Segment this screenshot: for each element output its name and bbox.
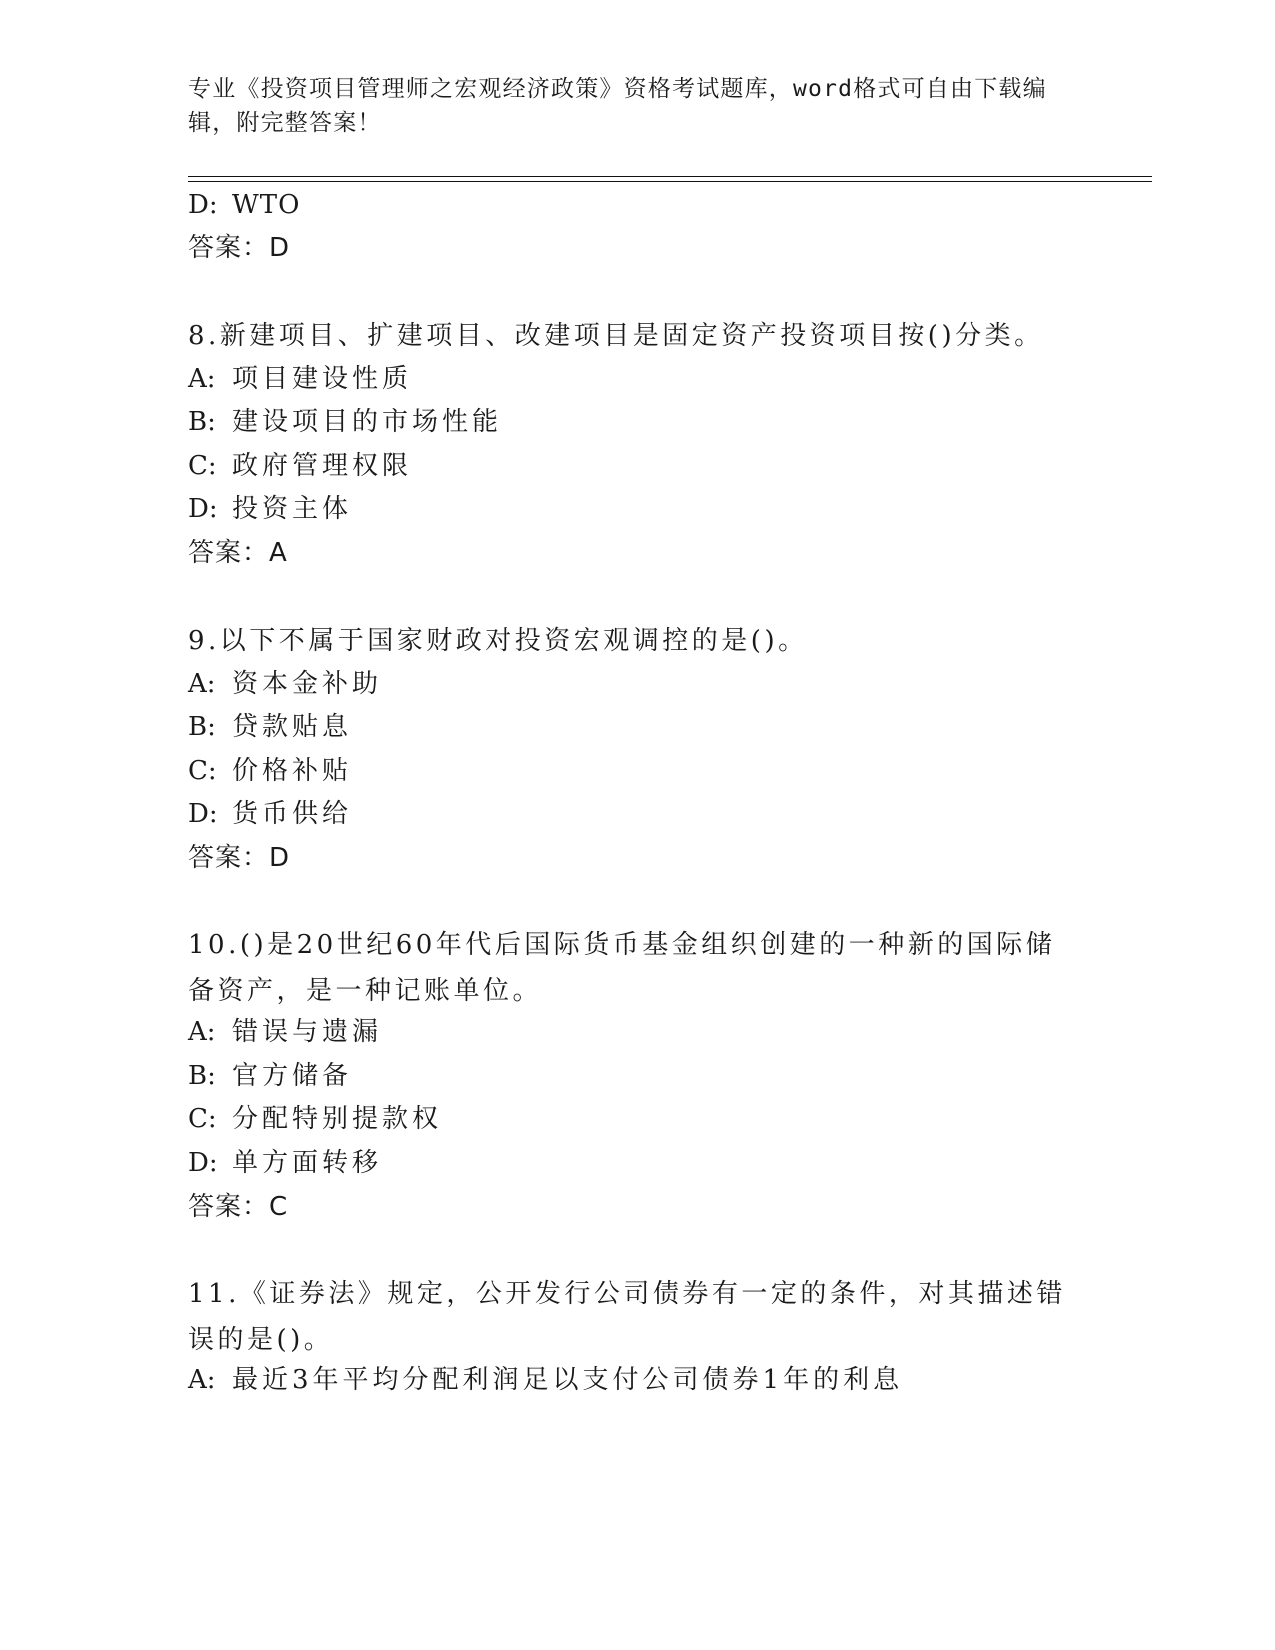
option-text: 项目建设性质 <box>232 364 413 394</box>
q8-stem: 8.新建项目、扩建项目、改建项目是固定资产投资项目按()分类。 <box>188 321 1044 351</box>
q8-answer: 答案：A <box>188 538 288 568</box>
q7-option-d <box>188 187 1088 223</box>
q10-answer: 答案：C <box>188 1192 289 1222</box>
q9-option-b <box>188 709 1088 745</box>
q8-option-d <box>188 491 1088 527</box>
option-text: 最近3年平均分配利润足以支付公司债券1年的利息 <box>232 1365 904 1395</box>
option-text: WTO <box>232 190 301 220</box>
q8-option-c <box>188 448 1088 484</box>
q7-answer: 答案：D <box>188 233 291 263</box>
q11-stem: 11.《证券法》规定，公开发行公司债券有一定的条件，对其描述错误的是()。 <box>188 1279 1066 1355</box>
header-line-2: 辑，附完整答案！ <box>188 110 382 136</box>
q8-option-a <box>188 361 1088 397</box>
header-rule-top <box>188 176 1152 177</box>
option-key: D: <box>188 494 218 524</box>
q9-stem: 9.以下不属于国家财政对投资宏观调控的是()。 <box>188 626 808 656</box>
option-key: B: <box>188 407 216 437</box>
q10-option-b <box>188 1058 1088 1094</box>
option-key: C: <box>188 451 217 481</box>
option-text: 分配特别提款权 <box>232 1104 443 1134</box>
document-header <box>188 72 1068 140</box>
option-key: D: <box>188 799 218 829</box>
option-text: 单方面转移 <box>232 1148 383 1178</box>
header-rule-bottom <box>188 181 1152 182</box>
q11-option-a <box>188 1362 1088 1398</box>
option-key: C: <box>188 1104 217 1134</box>
option-key: B: <box>188 712 216 742</box>
q10-option-d <box>188 1145 1088 1181</box>
option-text: 错误与遗漏 <box>232 1017 383 1047</box>
q9-option-a <box>188 666 1088 702</box>
q9-answer: 答案：D <box>188 843 291 873</box>
option-text: 官方储备 <box>232 1061 353 1091</box>
option-key: D: <box>188 1148 218 1178</box>
option-text: 货币供给 <box>232 799 353 829</box>
option-key: A: <box>188 1365 216 1395</box>
option-text: 政府管理权限 <box>232 451 413 481</box>
option-key: A: <box>188 364 216 394</box>
option-text: 资本金补助 <box>232 669 383 699</box>
option-key: D: <box>188 190 218 220</box>
q8-option-b <box>188 404 1088 440</box>
option-text: 价格补贴 <box>232 756 353 786</box>
option-text: 贷款贴息 <box>232 712 353 742</box>
option-text: 建设项目的市场性能 <box>232 407 503 437</box>
q10-option-c <box>188 1101 1088 1137</box>
header-line-1: 专业《投资项目管理师之宏观经济政策》资格考试题库，word格式可自由下载编 <box>188 76 1047 102</box>
option-key: A: <box>188 1017 216 1047</box>
q9-option-d <box>188 796 1088 832</box>
q9-option-c <box>188 753 1088 789</box>
option-key: C: <box>188 756 217 786</box>
q10-stem: 10.()是20世纪60年代后国际货币基金组织创建的一种新的国际储备资产，是一种记账单位。 <box>188 930 1056 1006</box>
option-text: 投资主体 <box>232 494 353 524</box>
q10-option-a <box>188 1014 1088 1050</box>
option-key: A: <box>188 669 216 699</box>
option-key: B: <box>188 1061 216 1091</box>
